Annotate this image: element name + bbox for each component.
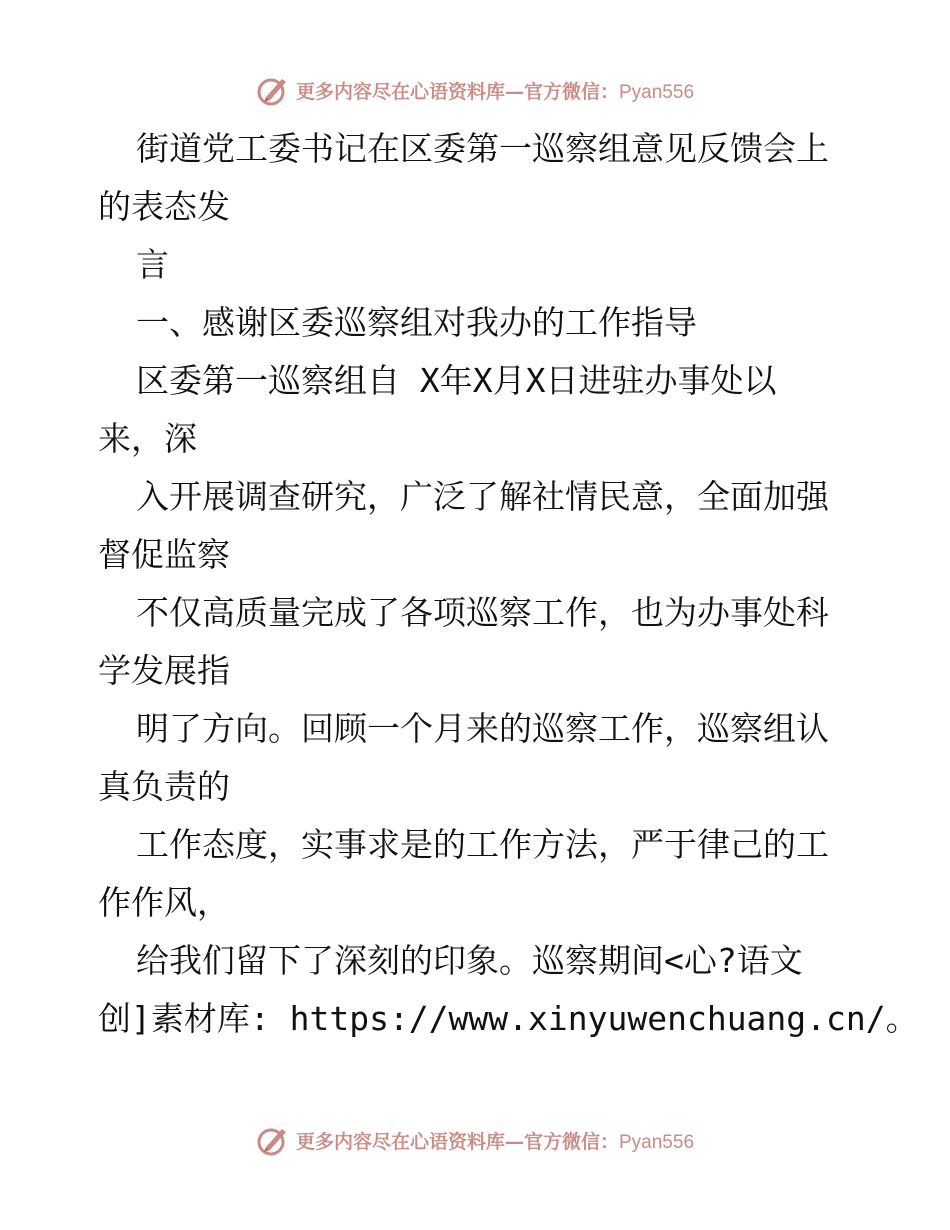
doc-line: 真负责的 <box>98 767 230 806</box>
doc-line: 来，深 <box>98 419 197 458</box>
doc-line: 言 <box>136 245 169 284</box>
document-body <box>98 120 919 1048</box>
doc-line: 街道党工委书记在区委第一巡察组意见反馈会上 <box>136 129 829 168</box>
doc-line: 入开展调查研究，广泛了解社情民意，全面加强 <box>136 477 829 516</box>
doc-line: 区委第一巡察组自 X年X月X日进驻办事处以 <box>136 361 777 400</box>
pen-circle-logo-icon <box>256 73 290 107</box>
banner-text <box>296 1127 694 1154</box>
doc-line: 给我们留下了深刻的印象。巡察期间<心?语文 <box>136 941 803 980</box>
doc-line: 督促监察 <box>98 535 230 574</box>
banner-middle: 官方微信： <box>523 80 619 103</box>
footer-banner <box>0 1120 950 1160</box>
doc-line: 作作风， <box>98 883 230 922</box>
banner-prefix: 更多内容尽在心语资料库 <box>295 80 505 103</box>
header-banner <box>0 70 950 110</box>
banner-handle: Pyan556 <box>619 1131 695 1153</box>
banner-handle: Pyan556 <box>619 81 695 103</box>
doc-line: 一、感谢区委巡察组对我办的工作指导 <box>136 303 697 342</box>
doc-line: 的表态发 <box>98 187 230 226</box>
banner-middle: 官方微信： <box>523 1130 619 1153</box>
banner-prefix: 更多内容尽在心语资料库 <box>295 1130 505 1153</box>
doc-line: 工作态度，实事求是的工作方法，严于律己的工 <box>136 825 829 864</box>
banner-dash: — <box>504 80 524 103</box>
doc-line: 明了方向。回顾一个月来的巡察工作，巡察组认 <box>136 709 829 748</box>
banner-text <box>296 77 694 104</box>
pen-circle-logo-icon <box>256 1123 290 1157</box>
banner-dash: — <box>504 1130 524 1153</box>
doc-line: 创]素材库: https://www.xinyuwenchuang.cn/。 <box>98 999 919 1038</box>
doc-line: 不仅高质量完成了各项巡察工作，也为办事处科 <box>136 593 829 632</box>
doc-line: 学发展指 <box>98 651 230 690</box>
